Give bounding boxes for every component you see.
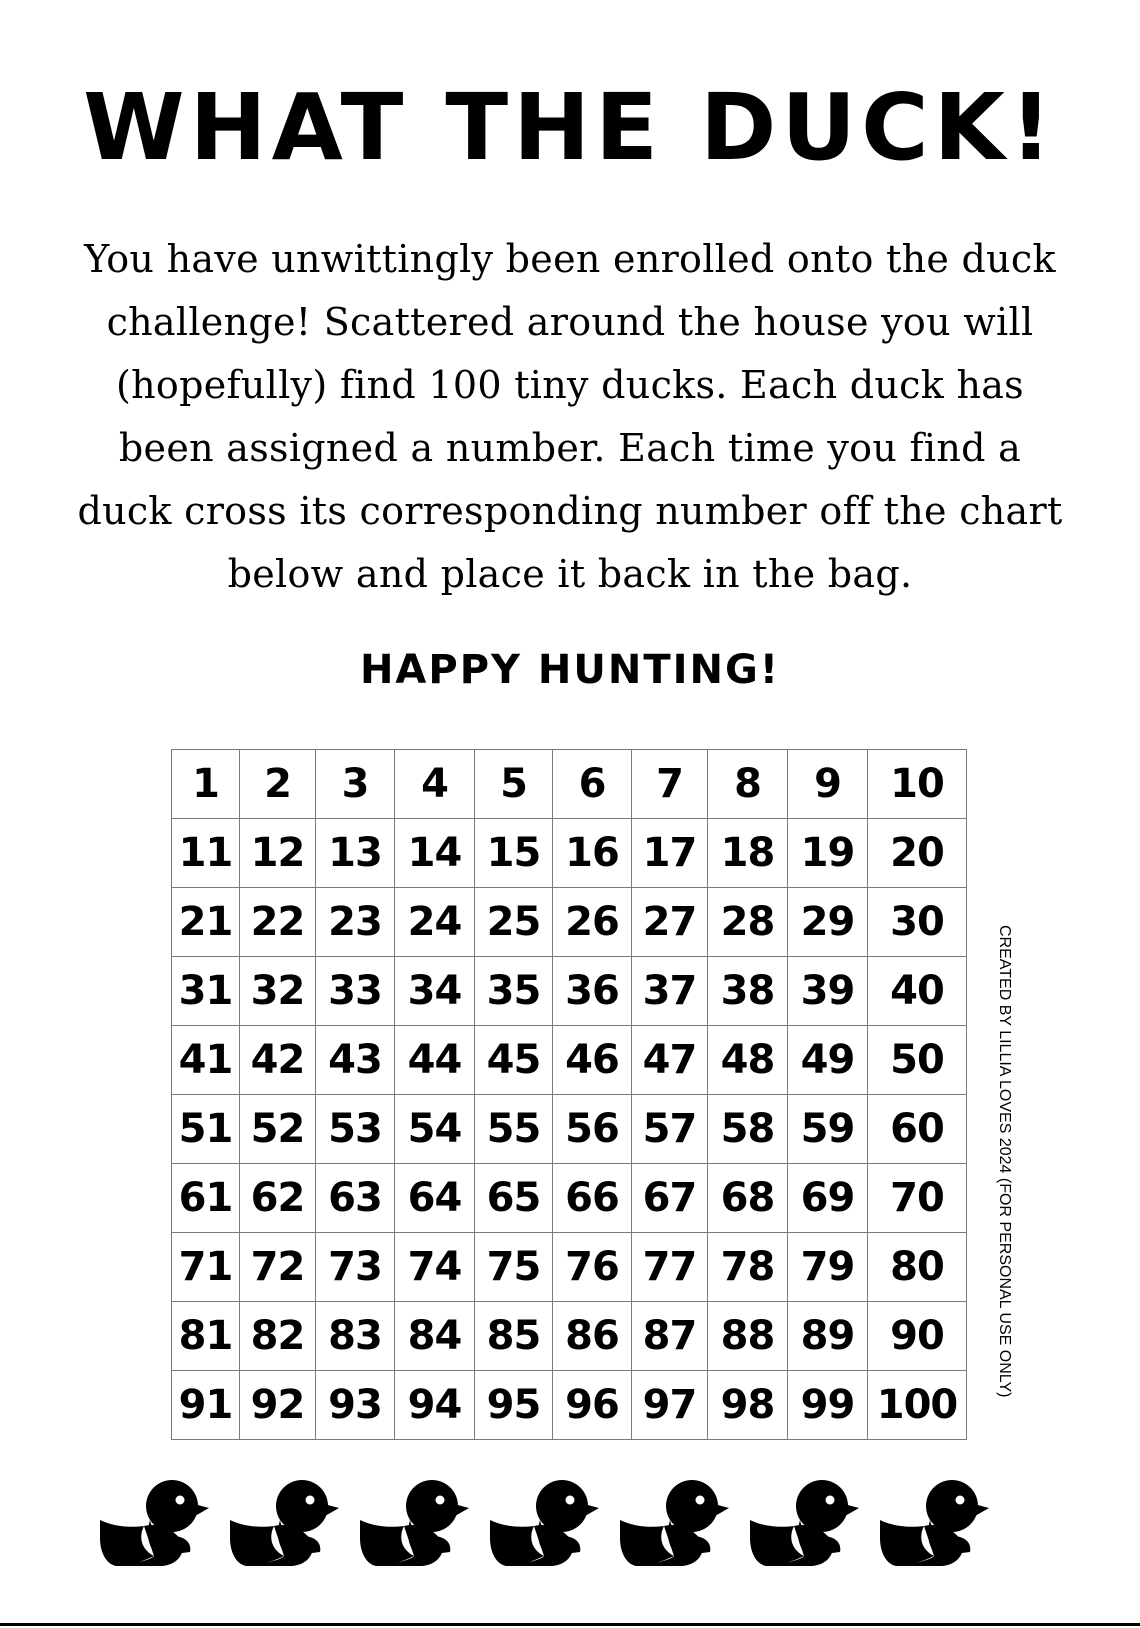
chart-cell[interactable]: 82 (240, 1302, 316, 1371)
chart-row (172, 888, 967, 957)
chart-cell[interactable]: 72 (240, 1233, 316, 1302)
chart-cell[interactable]: 26 (553, 888, 632, 957)
chart-cell[interactable]: 69 (788, 1164, 868, 1233)
rubber-duck-icon (98, 1476, 210, 1568)
chart-cell[interactable]: 71 (172, 1233, 240, 1302)
chart-cell[interactable]: 99 (788, 1371, 868, 1440)
chart-cell[interactable]: 55 (475, 1095, 553, 1164)
chart-cell[interactable]: 54 (395, 1095, 475, 1164)
chart-cell[interactable]: 24 (395, 888, 475, 957)
chart-cell[interactable]: 63 (316, 1164, 395, 1233)
chart-cell[interactable]: 16 (553, 819, 632, 888)
chart-cell[interactable]: 35 (475, 957, 553, 1026)
chart-cell[interactable]: 75 (475, 1233, 553, 1302)
chart-cell[interactable]: 42 (240, 1026, 316, 1095)
chart-cell[interactable]: 78 (708, 1233, 788, 1302)
chart-cell[interactable]: 92 (240, 1371, 316, 1440)
chart-cell[interactable]: 66 (553, 1164, 632, 1233)
chart-cell[interactable]: 67 (632, 1164, 708, 1233)
chart-cell[interactable]: 60 (868, 1095, 967, 1164)
chart-cell[interactable]: 73 (316, 1233, 395, 1302)
rubber-duck-icon (748, 1476, 860, 1568)
chart-cell[interactable]: 68 (708, 1164, 788, 1233)
chart-cell[interactable]: 96 (553, 1371, 632, 1440)
chart-cell[interactable]: 88 (708, 1302, 788, 1371)
number-chart (171, 749, 967, 1440)
rubber-duck-icon (618, 1476, 730, 1568)
chart-cell[interactable]: 53 (316, 1095, 395, 1164)
chart-cell[interactable]: 81 (172, 1302, 240, 1371)
chart-cell[interactable]: 90 (868, 1302, 967, 1371)
chart-row (172, 1371, 967, 1440)
chart-cell[interactable]: 41 (172, 1026, 240, 1095)
chart-row (172, 1026, 967, 1095)
chart-cell[interactable]: 95 (475, 1371, 553, 1440)
rubber-duck-icon (358, 1476, 470, 1568)
chart-cell[interactable]: 4 (395, 750, 475, 819)
chart-cell[interactable]: 65 (475, 1164, 553, 1233)
chart-cell[interactable]: 80 (868, 1233, 967, 1302)
chart-cell[interactable]: 89 (788, 1302, 868, 1371)
chart-cell[interactable]: 15 (475, 819, 553, 888)
credit-text: CREATED BY LILLIA LOVES 2024 (FOR PERSONAL USE ONLY) (996, 925, 1013, 1398)
happy-hunting-heading: HAPPY HUNTING! (359, 647, 781, 693)
chart-cell[interactable]: 87 (632, 1302, 708, 1371)
rubber-duck-icon (488, 1476, 600, 1568)
intro-paragraph (40, 228, 1100, 606)
chart-cell[interactable]: 45 (475, 1026, 553, 1095)
chart-cell[interactable]: 18 (708, 819, 788, 888)
chart-cell[interactable]: 28 (708, 888, 788, 957)
intro-line: You have unwittingly been enrolled onto the duck (84, 237, 1056, 281)
chart-row (172, 1095, 967, 1164)
chart-cell[interactable]: 29 (788, 888, 868, 957)
chart-cell[interactable]: 27 (632, 888, 708, 957)
chart-cell[interactable]: 1 (172, 750, 240, 819)
duck-row (98, 1476, 1048, 1568)
chart-cell[interactable]: 43 (316, 1026, 395, 1095)
chart-cell[interactable]: 10 (868, 750, 967, 819)
chart-cell[interactable]: 64 (395, 1164, 475, 1233)
chart-row (172, 1302, 967, 1371)
intro-line: been assigned a number. Each time you find a (118, 426, 1022, 470)
chart-cell[interactable]: 8 (708, 750, 788, 819)
chart-cell[interactable]: 9 (788, 750, 868, 819)
chart-cell[interactable]: 70 (868, 1164, 967, 1233)
chart-cell[interactable]: 6 (553, 750, 632, 819)
chart-cell[interactable]: 91 (172, 1371, 240, 1440)
chart-cell[interactable]: 100 (868, 1371, 967, 1440)
chart-cell[interactable]: 98 (708, 1371, 788, 1440)
chart-cell[interactable]: 85 (475, 1302, 553, 1371)
chart-cell[interactable]: 93 (316, 1371, 395, 1440)
chart-cell[interactable]: 44 (395, 1026, 475, 1095)
bottom-divider (0, 1623, 1140, 1626)
chart-cell[interactable]: 33 (316, 957, 395, 1026)
chart-row (172, 750, 967, 819)
chart-row (172, 1233, 967, 1302)
chart-cell[interactable]: 50 (868, 1026, 967, 1095)
chart-cell[interactable]: 83 (316, 1302, 395, 1371)
chart-cell[interactable]: 3 (316, 750, 395, 819)
chart-cell[interactable]: 79 (788, 1233, 868, 1302)
chart-cell[interactable]: 17 (632, 819, 708, 888)
intro-line: (hopefully) find 100 tiny ducks. Each duck has (116, 363, 1024, 407)
rubber-duck-icon (228, 1476, 340, 1568)
chart-cell[interactable]: 52 (240, 1095, 316, 1164)
chart-cell[interactable]: 48 (708, 1026, 788, 1095)
chart-cell[interactable]: 56 (553, 1095, 632, 1164)
rubber-duck-icon (878, 1476, 990, 1568)
chart-cell[interactable]: 13 (316, 819, 395, 888)
chart-cell[interactable]: 7 (632, 750, 708, 819)
chart-cell[interactable]: 37 (632, 957, 708, 1026)
chart-cell[interactable]: 30 (868, 888, 967, 957)
chart-row (172, 957, 967, 1026)
chart-cell[interactable]: 58 (708, 1095, 788, 1164)
chart-cell[interactable]: 31 (172, 957, 240, 1026)
chart-cell[interactable]: 49 (788, 1026, 868, 1095)
chart-cell[interactable]: 77 (632, 1233, 708, 1302)
chart-cell[interactable]: 32 (240, 957, 316, 1026)
chart-cell[interactable]: 11 (172, 819, 240, 888)
chart-cell[interactable]: 47 (632, 1026, 708, 1095)
chart-cell[interactable]: 22 (240, 888, 316, 957)
chart-cell[interactable]: 5 (475, 750, 553, 819)
chart-cell[interactable]: 57 (632, 1095, 708, 1164)
chart-cell[interactable]: 59 (788, 1095, 868, 1164)
chart-cell[interactable]: 12 (240, 819, 316, 888)
chart-cell[interactable]: 40 (868, 957, 967, 1026)
chart-cell[interactable]: 39 (788, 957, 868, 1026)
chart-cell[interactable]: 34 (395, 957, 475, 1026)
chart-cell[interactable]: 36 (553, 957, 632, 1026)
chart-cell[interactable]: 25 (475, 888, 553, 957)
chart-cell[interactable]: 2 (240, 750, 316, 819)
chart-cell[interactable]: 51 (172, 1095, 240, 1164)
chart-cell[interactable]: 84 (395, 1302, 475, 1371)
intro-line: challenge! Scattered around the house you will (106, 300, 1034, 344)
chart-cell[interactable]: 46 (553, 1026, 632, 1095)
intro-line: duck cross its corresponding number off the chart (77, 489, 1063, 533)
chart-cell[interactable]: 14 (395, 819, 475, 888)
chart-row (172, 819, 967, 888)
chart-cell[interactable]: 38 (708, 957, 788, 1026)
chart-cell[interactable]: 21 (172, 888, 240, 957)
chart-cell[interactable]: 19 (788, 819, 868, 888)
chart-cell[interactable]: 20 (868, 819, 967, 888)
chart-cell[interactable]: 86 (553, 1302, 632, 1371)
chart-cell[interactable]: 23 (316, 888, 395, 957)
page-title: WHAT THE DUCK! (83, 74, 1057, 181)
chart-cell[interactable]: 97 (632, 1371, 708, 1440)
intro-line: below and place it back in the bag. (227, 552, 913, 596)
chart-cell[interactable]: 76 (553, 1233, 632, 1302)
chart-cell[interactable]: 62 (240, 1164, 316, 1233)
chart-cell[interactable]: 61 (172, 1164, 240, 1233)
chart-row (172, 1164, 967, 1233)
chart-cell[interactable]: 94 (395, 1371, 475, 1440)
chart-cell[interactable]: 74 (395, 1233, 475, 1302)
